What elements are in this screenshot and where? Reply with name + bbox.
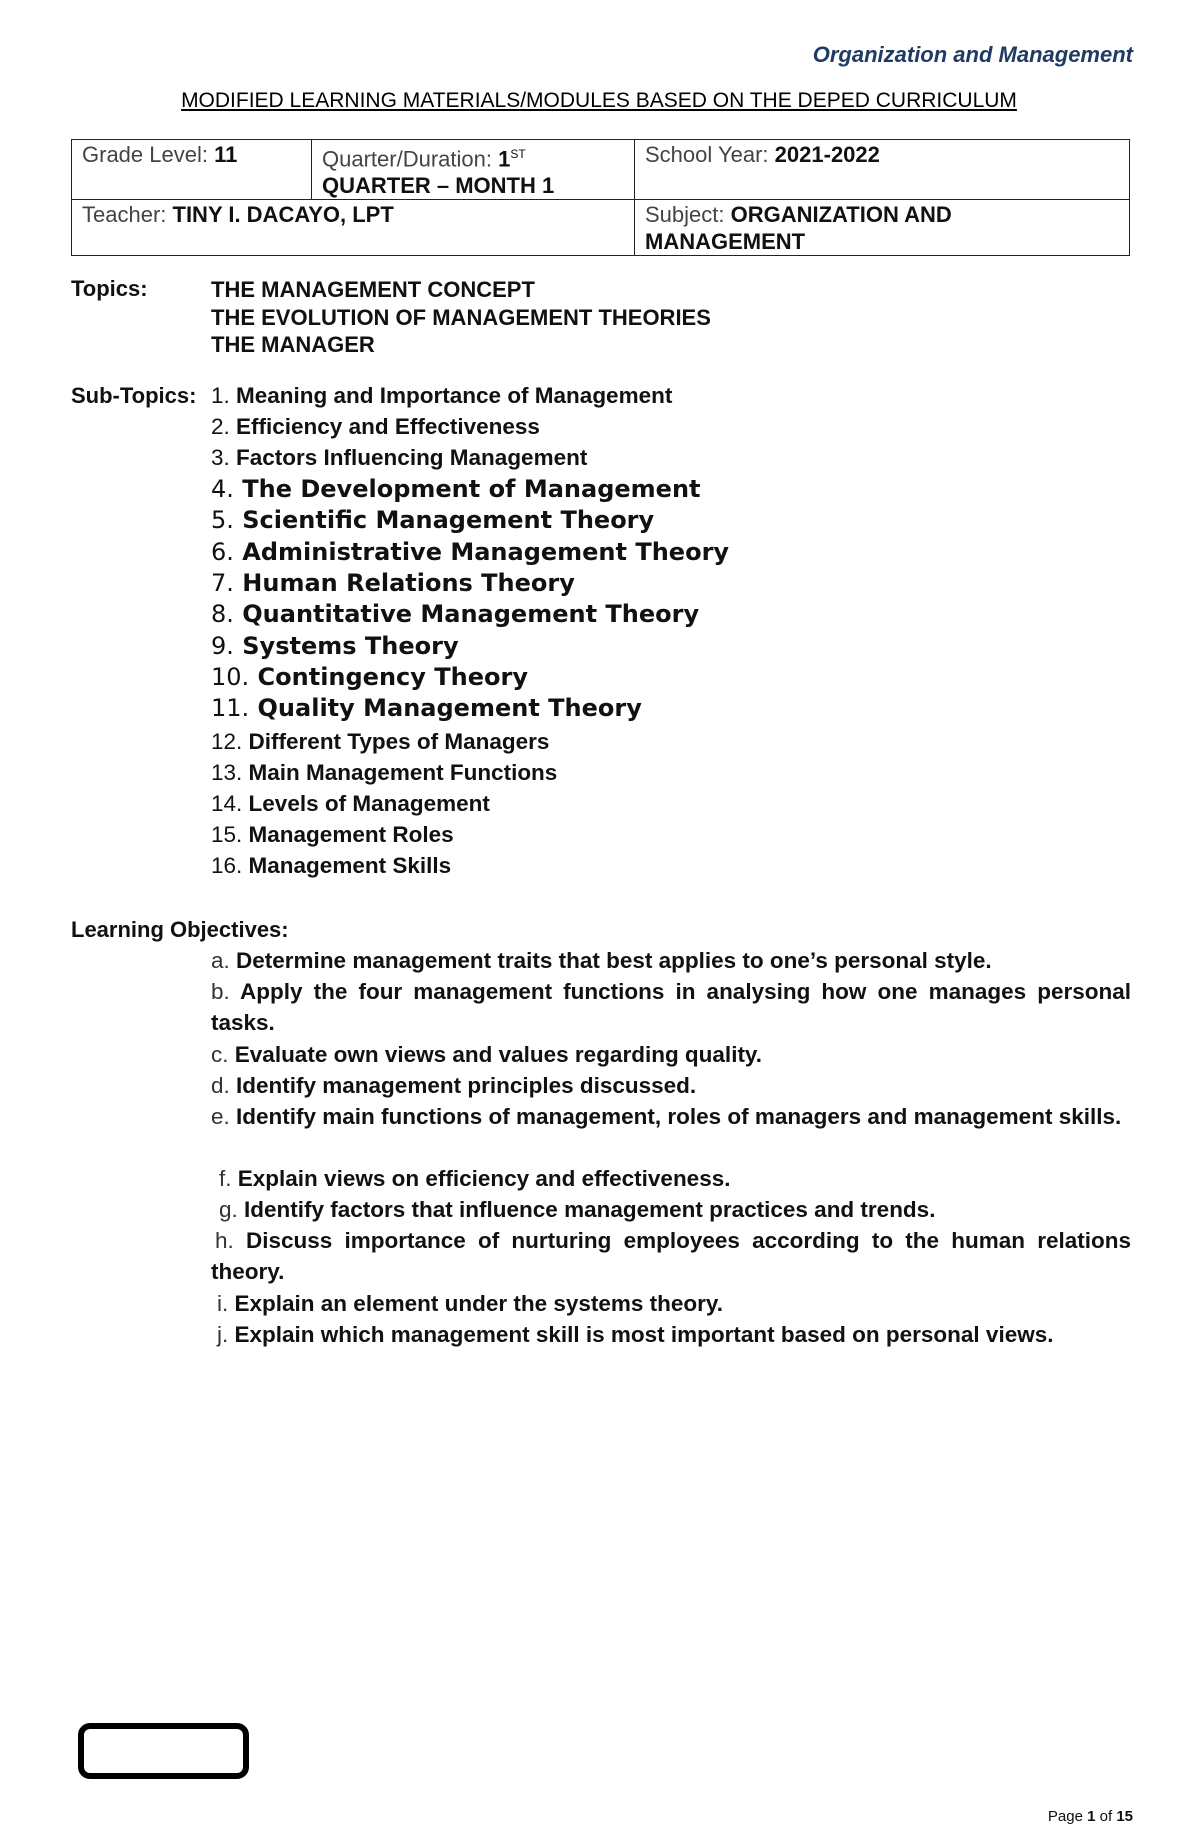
objectives-label: Learning Objectives: (71, 917, 289, 942)
objective-text: Explain views on efficiency and effectiveness. (237, 1166, 731, 1191)
page-total: 15 (1116, 1808, 1133, 1825)
objective-text: Discuss importance of nurturing employees according to the human relations theory. (211, 1228, 1131, 1284)
subtopic-number: 14. (211, 791, 243, 816)
subtopic-item (211, 632, 459, 660)
grade-level-label: Grade Level: (82, 142, 215, 167)
subtopic-item (211, 694, 642, 722)
document-title: MODIFIED LEARNING MATERIALS/MODULES BASED ON THE DEPED CURRICULUM (181, 89, 1017, 112)
quarter-label: Quarter/Duration: (322, 146, 499, 172)
page-current: 1 (1087, 1808, 1096, 1825)
objective-letter: a. (211, 948, 230, 973)
info-row-1 (72, 140, 1130, 200)
subtopic-item (211, 506, 654, 534)
grade-level-cell (72, 140, 312, 200)
objective-item (211, 976, 1131, 1038)
of-word: of (1095, 1808, 1117, 1825)
topics-list (211, 276, 711, 359)
subtopic-item (211, 538, 729, 566)
subtopic-item (211, 760, 557, 786)
objective-text: Apply the four management functions in analysing how one manages personal tasks. (211, 979, 1131, 1035)
subtopic-item (211, 729, 549, 755)
subtopic-text: Scientific Management Theory (242, 506, 655, 534)
quarter-value-num: 1 (498, 146, 511, 172)
subtopic-number: 1. (211, 383, 230, 408)
subtopic-item (211, 663, 528, 691)
subtopic-text: Levels of Management (248, 791, 490, 816)
subtopic-number: 5. (211, 506, 234, 534)
subtopic-number: 16. (211, 853, 243, 878)
teacher-cell (72, 200, 635, 256)
subtopic-number: 7. (211, 569, 234, 597)
objective-item (211, 1288, 1131, 1319)
quarter-value: QUARTER – MONTH 1 (322, 173, 555, 199)
subtopic-text: Main Management Functions (248, 760, 558, 785)
subtopic-text: Contingency Theory (257, 663, 528, 691)
objective-letter: e. (211, 1104, 230, 1129)
school-year-value: 2021-2022 (774, 142, 880, 167)
info-row-2 (72, 200, 1130, 256)
objective-text: Identify management principles discussed. (236, 1073, 697, 1098)
subject-value: ORGANIZATION AND MANAGEMENT (645, 202, 952, 255)
subtopic-number: 9. (211, 632, 234, 660)
objective-text: Explain an element under the systems theory. (234, 1291, 724, 1316)
school-year-cell (635, 140, 890, 199)
objective-item (211, 1225, 1131, 1287)
subtopic-item (211, 822, 454, 848)
subtopic-text: Meaning and Importance of Management (236, 383, 673, 408)
topic-item: THE MANAGEMENT CONCEPT (211, 277, 535, 302)
subtopic-text: Administrative Management Theory (242, 538, 730, 566)
quarter-cell (312, 140, 635, 199)
subtopic-item (211, 383, 672, 409)
objective-text: Evaluate own views and values regarding quality. (234, 1042, 763, 1067)
subject-cell (635, 200, 1130, 256)
subtopic-number: 6. (211, 538, 234, 566)
subtopic-text: Human Relations Theory (242, 569, 575, 597)
topic-item: THE EVOLUTION OF MANAGEMENT THEORIES (211, 304, 711, 330)
objective-letter: g. (219, 1197, 238, 1222)
objective-letter: f. (219, 1166, 232, 1191)
teacher-value: TINY I. DACAYO, LPT (172, 202, 394, 228)
objective-letter: b. (211, 979, 230, 1004)
objective-item (211, 1101, 1131, 1132)
subtopic-text: Quality Management Theory (257, 694, 642, 722)
subject-label: Subject: (645, 202, 731, 228)
objective-item (211, 1163, 1131, 1194)
objective-text: Explain which management skill is most important based on personal views. (234, 1322, 1054, 1347)
subtopic-number: 15. (211, 822, 243, 847)
info-table (71, 139, 1130, 256)
subtopic-item (211, 791, 490, 817)
subtopic-number: 11. (211, 694, 250, 722)
objective-item (211, 945, 1131, 976)
subtopic-item (211, 445, 587, 471)
subtopic-item (211, 853, 451, 879)
subtopic-item (211, 414, 540, 440)
subtopic-number: 10. (211, 663, 250, 691)
quarter-superscript: ST (510, 147, 526, 161)
subtopic-text: Factors Influencing Management (236, 445, 588, 470)
subtopic-text: Quantitative Management Theory (242, 600, 700, 628)
subtopic-text: The Development of Management (242, 475, 701, 503)
subtopic-item (211, 475, 701, 503)
subtopic-item (211, 600, 699, 628)
rounded-rectangle-shape (78, 1723, 249, 1779)
subtopic-text: Management Skills (248, 853, 452, 878)
running-header: Organization and Management (812, 42, 1133, 67)
subtopic-number: 12. (211, 729, 243, 754)
subtopic-number: 13. (211, 760, 243, 785)
objective-letter: c. (211, 1042, 229, 1067)
topic-item: THE MANAGER (211, 332, 375, 357)
objective-letter: i. (217, 1291, 229, 1316)
subtopic-number: 3. (211, 445, 230, 470)
subtopic-text: Different Types of Managers (248, 729, 550, 754)
objective-item (211, 1070, 1131, 1101)
subtopics-label: Sub-Topics: (71, 383, 197, 408)
quarter-year-cell (312, 140, 1130, 200)
objective-item (211, 1319, 1131, 1350)
objective-item (211, 1039, 1131, 1070)
subtopic-number: 8. (211, 600, 234, 628)
objective-letter: h. (215, 1228, 234, 1253)
objective-text: Identify factors that influence management practices and trends. (244, 1197, 936, 1222)
objective-text: Determine management traits that best applies to one’s personal style. (236, 948, 992, 973)
school-year-label: School Year: (645, 142, 775, 167)
objective-letter: d. (211, 1073, 230, 1098)
subtopic-text: Efficiency and Effectiveness (236, 414, 540, 439)
objective-item (211, 1194, 1131, 1225)
objective-letter: j. (217, 1322, 229, 1347)
teacher-label: Teacher: (82, 202, 173, 228)
subtopic-text: Systems Theory (242, 632, 459, 660)
grade-level-value: 11 (214, 142, 238, 167)
page-number (1048, 1808, 1133, 1825)
subtopic-number: 2. (211, 414, 230, 439)
subtopic-text: Management Roles (248, 822, 454, 847)
subtopic-item (211, 569, 575, 597)
subtopic-number: 4. (211, 475, 234, 503)
page-word: Page (1047, 1808, 1088, 1825)
topics-label: Topics: (71, 276, 148, 301)
objective-text: Identify main functions of management, roles of managers and management skills. (236, 1104, 1122, 1129)
